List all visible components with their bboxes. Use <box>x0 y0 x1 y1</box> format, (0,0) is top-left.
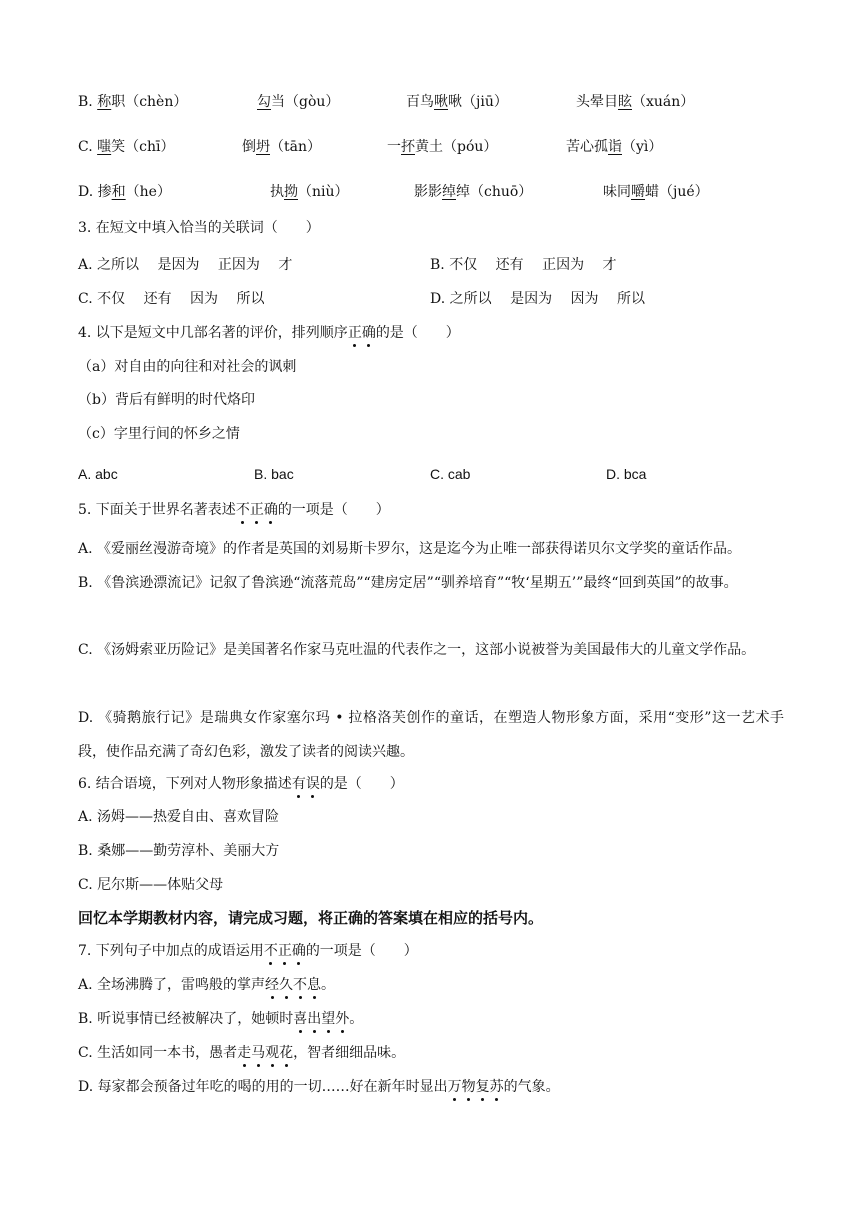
q4-stem: 4. 以下是短文中几部名著的评价，排列顺序正确的是（ ） <box>78 322 460 344</box>
q6-option-a: A. 汤姆——热爱自由、喜欢冒险 <box>78 809 280 825</box>
q5-option-c: C. 《汤姆索亚历险记》是美国著名作家马克吐温的代表作之一，这部小说被誉为美国最伟大的儿童文学作品。 <box>78 642 756 658</box>
q7-stem: 7. 下列句子中加点的成语运用不正确的一项是（ ） <box>78 940 418 962</box>
q2-c-item-1: C. 嗤笑（chī） <box>78 139 175 155</box>
q7-option-b: B. 听说事情已经被解决了，她顿时喜出望外。 <box>78 1008 363 1030</box>
q2-b-item-4: 头晕目眩（xuán） <box>576 94 695 110</box>
q2-b-item-2: 勾当（gòu） <box>257 94 340 110</box>
q2-c-item-3: 一抔黄土（póu） <box>387 139 498 155</box>
q4-item-b: （b）背后有鲜明的时代烙印 <box>78 392 255 408</box>
q2-b-item-3: 百鸟啾啾（jiū） <box>406 94 508 110</box>
q2-d-item-3: 影影绰绰（chuō） <box>414 184 533 200</box>
q7-option-a: A. 全场沸腾了，雷鸣般的掌声经久不息。 <box>78 974 335 996</box>
q7-option-c: C. 生活如同一本书，愚者走马观花，智者细细品味。 <box>78 1042 405 1064</box>
q2-b-item-1: B. 称职（chèn） <box>78 94 188 110</box>
q4-item-c: （c）字里行间的怀乡之情 <box>78 426 240 442</box>
q5-option-a: A. 《爱丽丝漫游奇境》的作者是英国的刘易斯卡罗尔，这是迄今为止唯一部获得诺贝尔文学奖的童话作品。 <box>78 541 742 557</box>
q6-option-b: B. 桑娜——勤劳淳朴、美丽大方 <box>78 843 280 859</box>
q6-option-c: C. 尼尔斯——体贴父母 <box>78 877 224 893</box>
q2-c-item-4: 苦心孤诣（yì） <box>566 139 663 155</box>
section-heading: 回忆本学期教材内容，请完成习题，将正确的答案填在相应的括号内。 <box>78 909 544 927</box>
q5-stem: 5. 下面关于世界名著表述不正确的一项是（ ） <box>78 499 390 521</box>
q4-option-c: C. cab <box>430 466 471 482</box>
q2-d-item-2: 执拗（niù） <box>270 184 349 200</box>
q2-d-item-1: D. 掺和（he） <box>78 184 171 200</box>
q3-option-c: C. 不仅 还有 因为 所以 <box>78 291 265 307</box>
q4-item-a: （a）对自由的向往和对社会的讽刺 <box>78 359 297 375</box>
q6-stem: 6. 结合语境，下列对人物形象描述有误的是（ ） <box>78 773 404 795</box>
q5-option-b: B. 《鲁滨逊漂流记》记叙了鲁滨逊“流落荒岛”“建房定居”“驯养培育”“牧‘星期五’”最终“回到英国”的故事。 <box>78 575 738 591</box>
q2-c-item-2: 倒坍（tān） <box>242 139 321 155</box>
q7-option-d: D. 每家都会预备过年吃的喝的用的一切……好在新年时显出万物复苏的气象。 <box>78 1076 560 1098</box>
q2-d-item-4: 味同嚼蜡（jué） <box>603 184 709 200</box>
q4-option-a: A. abc <box>78 466 118 482</box>
q3-option-b: B. 不仅 还有 正因为 才 <box>430 257 617 273</box>
q5-option-d: D. 《骑鹅旅行记》是瑞典女作家塞尔玛 • 拉格洛芙创作的童话，在塑造人物形象方面，采用“变形”这一艺术手段，使作品充满了奇幻色彩，激发了读者的阅读兴趣。 <box>78 710 784 760</box>
q3-option-a: A. 之所以 是因为 正因为 才 <box>78 257 293 273</box>
q3-stem: 3. 在短文中填入恰当的关联词（ ） <box>78 220 320 236</box>
q4-option-b: B. bac <box>254 466 294 482</box>
q3-option-d: D. 之所以 是因为 因为 所以 <box>430 291 645 307</box>
q4-option-d: D. bca <box>606 466 647 482</box>
